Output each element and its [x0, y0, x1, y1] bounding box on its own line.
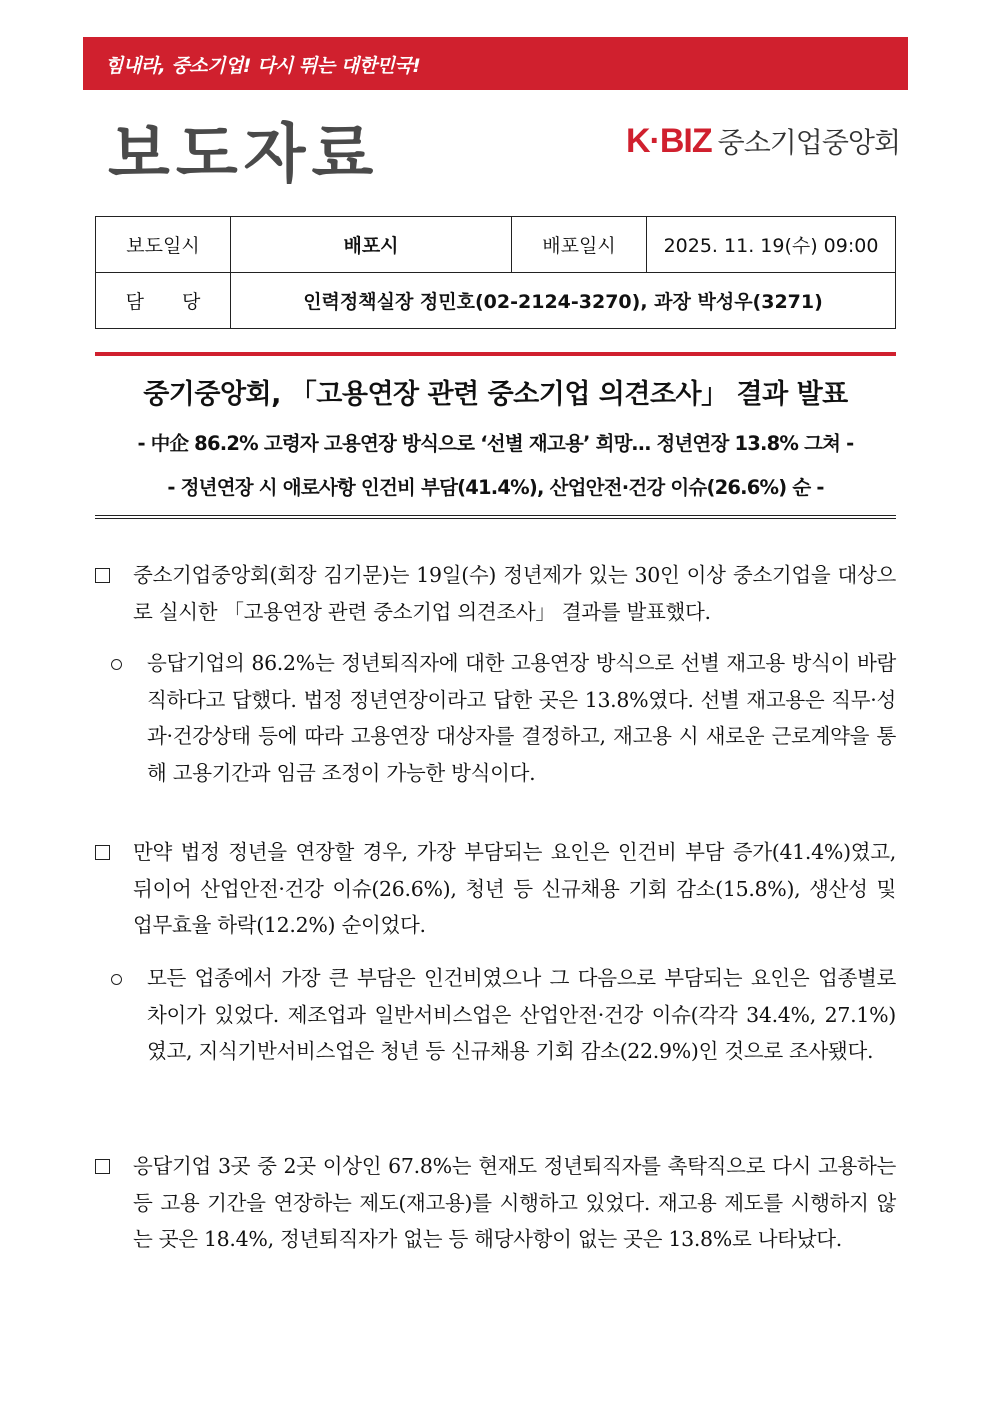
- square-bullet-icon: [95, 557, 110, 595]
- distribution-date-value: 2025. 11. 19(수) 09:00: [647, 217, 896, 273]
- contact-label: 담 당: [96, 273, 231, 329]
- paragraph-text: 응답기업의 86.2%는 정년퇴직자에 대한 고용연장 방식으로 선별 재고용 방식이 바람직하다고 답했다. 법정 정년연장이라고 답한 곳은 13.8%였다. 선별 재고용은 직무·성과·건강상태 등에 따라 고용연장 대상자를 결정하고, 재고용 시 새로운 근로계약을 통해 고용기간과 임금 조정이 가능한 방식이다.: [147, 651, 896, 785]
- logo-mark: K·BIZ: [626, 121, 712, 160]
- logo-org-name: 중소기업중앙회: [717, 126, 900, 159]
- red-divider: [95, 352, 896, 356]
- release-date-row: [96, 217, 896, 273]
- body-paragraph-5: [95, 1148, 896, 1258]
- body-paragraph-4: [95, 960, 896, 1070]
- slogan-text: 힘내라, 중소기업! 다시 뛰는 대한민국!: [105, 55, 421, 77]
- circle-bullet-icon: [111, 645, 122, 682]
- body-paragraph-3: [95, 834, 896, 944]
- press-release-title: 보도자료: [108, 118, 380, 192]
- paragraph-text: 응답기업 3곳 중 2곳 이상인 67.8%는 현재도 정년퇴직자를 촉탁직으로 다시 고용하는 등 고용 기간을 연장하는 제도(재고용)를 시행하고 있었다. 재고용 제도를 시행하지 않는 곳은 18.4%, 정년퇴직자가 없는 등 해당사항이 없는 곳은 13.8%로 나타났다.: [133, 1154, 896, 1251]
- subheadline-1: - 中企 86.2% 고령자 고용연장 방식으로 ‘선별 재고용’ 희망… 정년연장 13.8% 그쳐 -: [137, 432, 854, 455]
- circle-bullet-icon: [111, 960, 122, 997]
- subheadline-2: - 정년연장 시 애로사항 인건비 부담(41.4%), 산업안전·건강 이슈(26.6%) 순 -: [167, 476, 824, 499]
- body-paragraph-2: [95, 645, 896, 791]
- square-bullet-icon: [95, 834, 110, 872]
- double-divider: [95, 515, 896, 519]
- square-bullet-icon: [95, 1148, 110, 1186]
- paragraph-text: 중소기업중앙회(회장 김기문)는 19일(수) 정년제가 있는 30인 이상 중소기업을 대상으로 실시한 「고용연장 관련 중소기업 의견조사」 결과를 발표했다.: [133, 563, 896, 624]
- contact-value: 인력정책실장 정민호(02-2124-3270), 과장 박성우(3271): [231, 273, 896, 329]
- kbiz-logo: [626, 121, 900, 161]
- release-date-label: 보도일시: [96, 217, 231, 273]
- release-info-table: [95, 216, 896, 329]
- headline: 중기중앙회, 「고용연장 관련 중소기업 의견조사」 결과 발표: [143, 379, 848, 410]
- distribution-date-label: 배포일시: [512, 217, 647, 273]
- contact-row: [96, 273, 896, 329]
- release-date-value: 배포시: [231, 217, 512, 273]
- paragraph-text: 만약 법정 정년을 연장할 경우, 가장 부담되는 요인은 인건비 부담 증가(41.4%)였고, 뒤이어 산업안전·건강 이슈(26.6%), 청년 등 신규채용 기회 감소(15.8%), 생산성 및 업무효율 하락(12.2%) 순이었다.: [133, 840, 896, 937]
- slogan-banner: [83, 37, 908, 90]
- paragraph-text: 모든 업종에서 가장 큰 부담은 인건비였으나 그 다음으로 부담되는 요인은 업종별로 차이가 있었다. 제조업과 일반서비스업은 산업안전·건강 이슈(각각 34.4%, 27.1%)였고, 지식기반서비스업은 청년 등 신규채용 기회 감소(22.9%)인 것으로 조사됐다.: [147, 966, 896, 1063]
- body-paragraph-1: [95, 557, 896, 630]
